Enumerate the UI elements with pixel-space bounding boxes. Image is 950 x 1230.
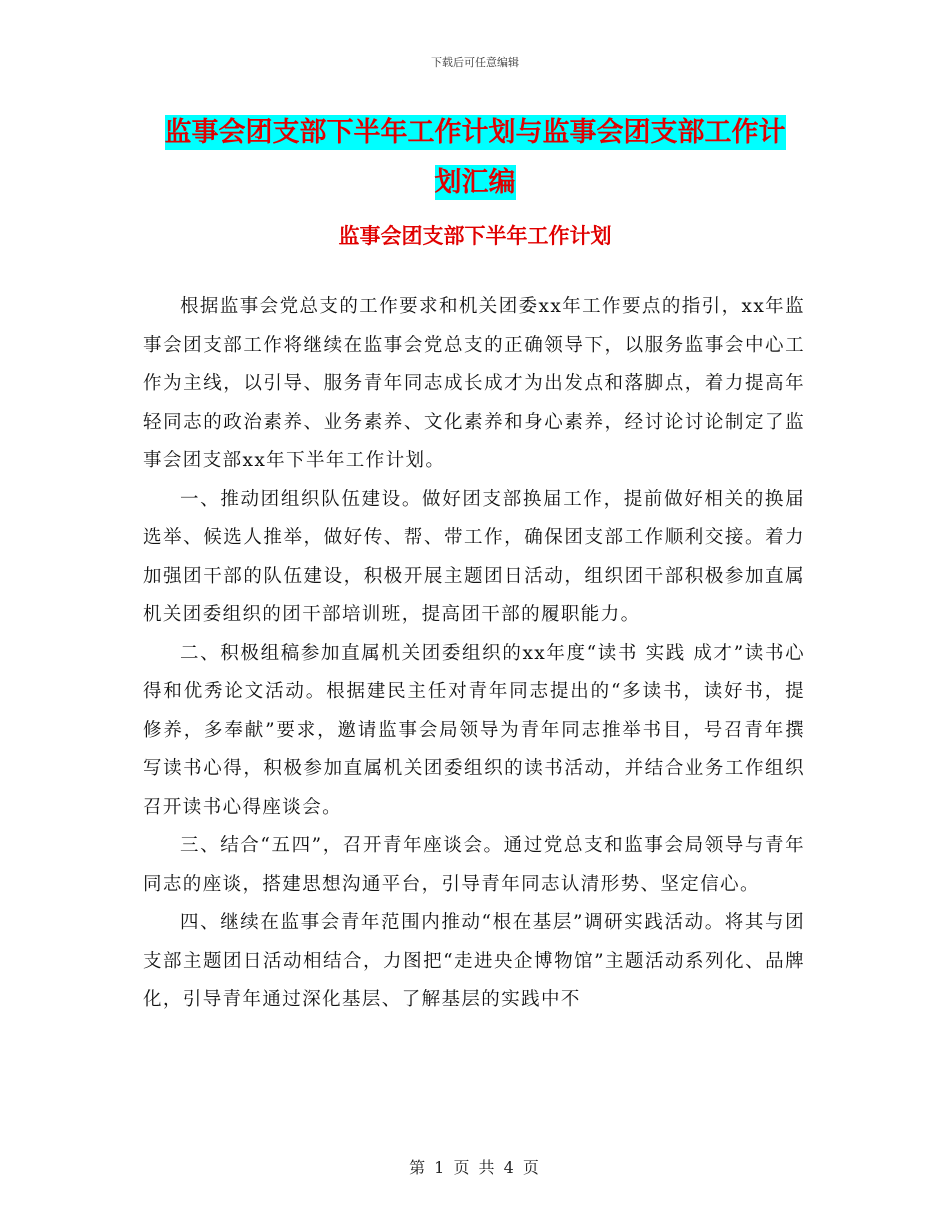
header-note: 下载后可任意编辑 [431,56,519,69]
paragraph: 二、积极组稿参加直属机关团委组织的xx年度“读书 实践 成才”读书心得和优秀论文活动。根据建民主任对青年同志提出的“多读书，读好书，提修养，多奉献”要求，邀请监事会局领导为青年同志推举书目，号召青年撰写读书心得，积极参加直属机关团委组织的读书活动，并结合业务工作组织召开读书心得座谈会。 [143,642,805,818]
section-title: 监事会团支部下半年工作计划 [338,224,612,248]
document-title-line1: 监事会团支部下半年工作计划与监事会团支部工作计 [164,117,786,148]
document-title-line2: 划汇编 [434,167,516,198]
paragraph: 根据监事会党总支的工作要求和机关团委xx年工作要点的指引，xx年监事会团支部工作将继续在监事会党总支的正确领导下，以服务监事会中心工作为主线，以引导、服务青年同志成长成才为出发点和落脚点，着力提高年轻同志的政治素养、业务素养、文化素养和身心素养，经讨论讨论制定了监事会团支部xx年下半年工作计划。 [143,296,805,471]
paragraph: 四、继续在监事会青年范围内推动“根在基层”调研实践活动。将其与团支部主题团日活动相结合，力图把“走进央企博物馆”主题活动系列化、品牌化，引导青年通过深化基层、了解基层的实践中不 [143,912,805,1010]
paragraph: 三、结合“五四”，召开青年座谈会。通过党总支和监事会局领导与青年同志的座谈，搭建思想沟通平台，引导青年同志认清形势、坚定信心。 [143,835,805,895]
paragraph: 一、推动团组织队伍建设。做好团支部换届工作，提前做好相关的换届选举、候选人推举，做好传、帮、带工作，确保团支部工作顺利交接。着力加强团干部的队伍建设，积极开展主题团日活动，组织团干部积极参加直属机关团委组织的团干部培训班，提高团干部的履职能力。 [143,488,805,625]
page-number: 第 1 页 共 4 页 [409,1158,541,1177]
document-title [140,108,810,208]
document-body [143,288,805,1020]
